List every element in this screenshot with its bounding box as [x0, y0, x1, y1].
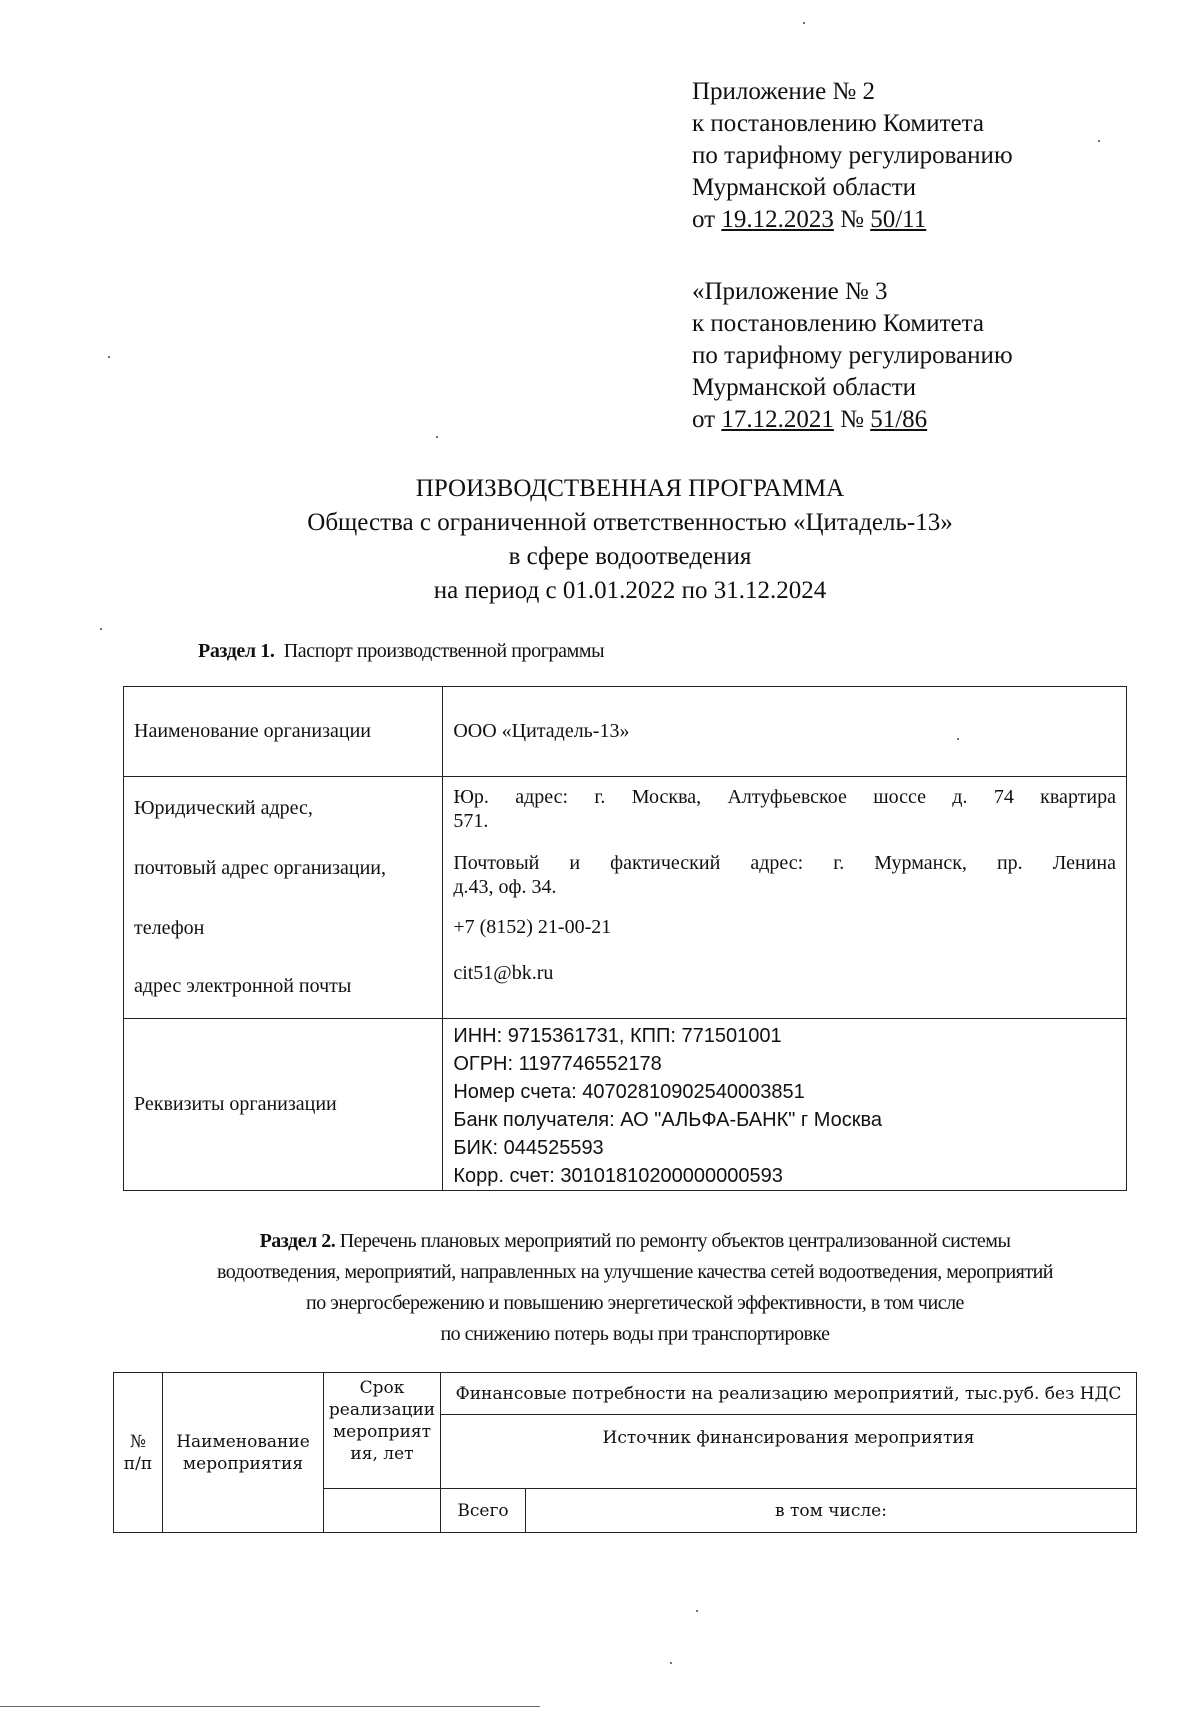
table-row — [124, 1019, 1127, 1191]
scan-speck — [803, 22, 805, 24]
appendix-old-line2: к постановлению Комитета — [692, 310, 984, 337]
requisites-values — [443, 1019, 1127, 1191]
contacts-values — [443, 777, 1127, 1019]
section2-line3: по энергосбережению и повышению энергетической эффективности, в том числе — [306, 1292, 964, 1314]
org-name-label: Наименование организации — [124, 687, 443, 777]
email-value: cit51@bk.ru — [453, 962, 554, 984]
postal-address-value-2: д.43, оф. 34. — [453, 876, 557, 898]
section2-line1: Раздел 2. Перечень плановых мероприятий по ремонту объектов централизованной системы — [259, 1230, 1011, 1252]
document-title — [0, 472, 1200, 608]
section1-label: Раздел 1. — [198, 640, 275, 662]
account-value: Номер счета: 40702810902540003851 — [453, 1080, 805, 1103]
phone-value: +7 (8152) 21-00-21 — [453, 916, 612, 938]
legal-address-value-1: Юр. адрес: г. Москва, Алтуфьевское шоссе д. 74 квартира — [453, 786, 1116, 808]
passport-table — [123, 686, 1127, 1191]
scan-speck — [696, 1610, 698, 1612]
title-line3: в сфере водоотведения — [508, 543, 752, 570]
scan-speck — [108, 356, 110, 358]
appendix-new-line4: Мурманской области — [692, 174, 917, 201]
scan-speck — [436, 436, 438, 438]
title-line1: ПРОИЗВОДСТВЕННАЯ ПРОГРАММА — [415, 475, 845, 502]
section2-label: Раздел 2. — [259, 1230, 336, 1252]
appendix-new-line3: по тарифному регулированию — [692, 142, 1013, 169]
section1-heading — [198, 640, 604, 663]
table-row — [124, 777, 1127, 1019]
scan-speck — [670, 1662, 672, 1664]
email-label: адрес электронной почты — [134, 975, 352, 997]
section2-line2: водоотведения, мероприятий, направленных на улучшение качества сетей водоотведения, мероприятий — [216, 1261, 1054, 1283]
inn-value: ИНН: 9715361731, КПП: 771501001 — [453, 1024, 782, 1047]
appendix-new-line1: Приложение № 2 — [692, 78, 876, 105]
col-finance-header: Финансовые потребности на реализацию мероприятий, тыс.руб. без НДС — [441, 1373, 1137, 1415]
measures-table — [113, 1372, 1137, 1533]
title-line2: Общества с ограниченной ответственностью «Цитадель-13» — [307, 509, 953, 536]
phone-label: телефон — [134, 917, 205, 939]
postal-address-label: почтовый адрес организации, — [134, 857, 386, 879]
appendix-new-date: 19.12.2023 — [721, 206, 834, 233]
org-name-value: ООО «Цитадель-13» — [443, 687, 1127, 777]
col-source-header: Источник финансирования мероприятия — [441, 1415, 1137, 1489]
section2-heading — [110, 1226, 1160, 1350]
appendix-new-number: 50/11 — [870, 206, 927, 233]
legal-address-label: Юридический адрес, — [134, 797, 313, 819]
legal-address-value-2: 571. — [453, 810, 489, 832]
appendix-new-header — [692, 76, 1013, 236]
appendix-old-line3: по тарифному регулированию — [692, 342, 1013, 369]
scan-speck — [100, 628, 102, 630]
scan-speck — [957, 738, 959, 740]
ogrn-value: ОГРН: 1197746552178 — [453, 1052, 662, 1075]
requisites-label: Реквизиты организации — [124, 1019, 443, 1191]
appendix-old-number: 51/86 — [870, 406, 928, 433]
corr-account-value: Корр. счет: 30101810200000000593 — [453, 1164, 783, 1187]
col-including-header: в том числе: — [526, 1489, 1137, 1533]
postal-address-value-1: Почтовый и фактический адрес: г. Мурманск, пр. Ленина — [453, 852, 1116, 874]
title-line4: на период с 01.01.2022 по 31.12.2024 — [433, 577, 827, 604]
section2-line4: по снижению потерь воды при транспортировке — [440, 1323, 830, 1345]
table-row — [114, 1373, 1137, 1415]
appendix-old-line4: Мурманской области — [692, 374, 917, 401]
bik-value: БИК: 044525593 — [453, 1136, 604, 1159]
appendix-new-date-line: от 19.12.2023 № 50/11 — [692, 206, 927, 233]
scan-edge-line — [0, 1706, 540, 1707]
scan-speck — [1098, 140, 1100, 142]
appendix-old-header — [692, 276, 1013, 436]
col-term-empty — [324, 1489, 441, 1533]
appendix-old-date: 17.12.2021 — [721, 406, 834, 433]
col-term-header: Срок реализации мероприят ия, лет — [324, 1373, 441, 1489]
col-total-header: Всего — [441, 1489, 526, 1533]
table-row — [124, 687, 1127, 777]
col-name-header: Наименование мероприятия — [163, 1373, 324, 1533]
appendix-new-line2: к постановлению Комитета — [692, 110, 984, 137]
appendix-old-date-line: от 17.12.2021 № 51/86 — [692, 406, 928, 433]
appendix-old-line1: «Приложение № 3 — [692, 278, 888, 305]
col-number-header: № п/п — [114, 1373, 163, 1533]
section1-title: Паспорт производственной программы — [283, 640, 605, 662]
contacts-labels — [124, 777, 443, 1019]
bank-value: Банк получателя: АО "АЛЬФА-БАНК" г Москва — [453, 1108, 883, 1131]
